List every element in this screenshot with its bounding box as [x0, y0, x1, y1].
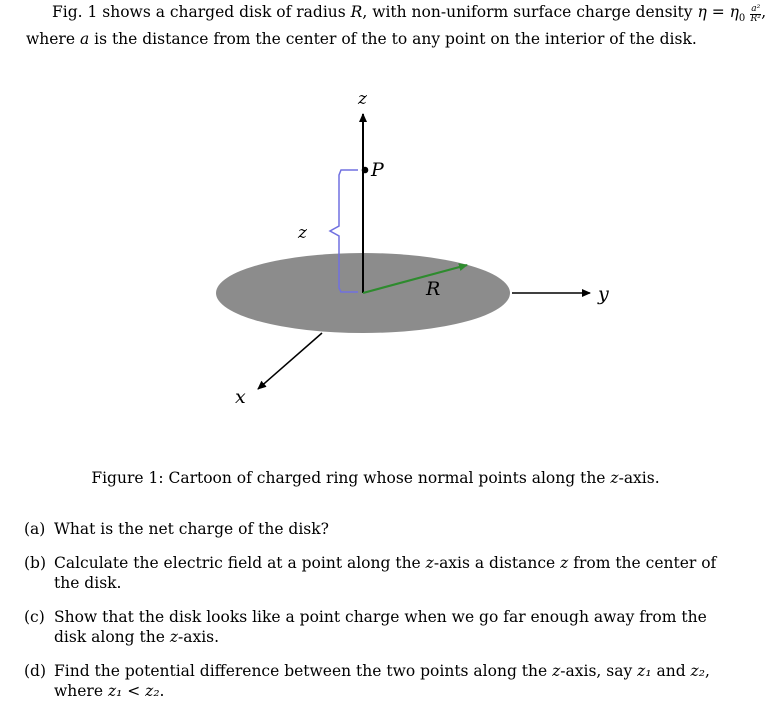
question-part-d [24, 661, 729, 701]
fraction-denominator: R² [750, 14, 761, 24]
point-P-label: P [371, 159, 384, 181]
caption-text: Figure 1: Cartoon of charged ring whose normal points along the [91, 469, 611, 487]
part-text: Show that the disk looks like a point charge when we go far enough away from the disk along the [54, 608, 707, 646]
part-text: , where [54, 662, 710, 700]
part-text: -axis. [178, 628, 220, 646]
part-label: (d) [24, 662, 47, 680]
var-eta0: η [729, 3, 739, 21]
part-text: from the center of the disk. [54, 554, 717, 592]
part-text: . [159, 682, 165, 700]
question-part-c [24, 607, 729, 647]
part-text: What is the net charge of the disk? [54, 520, 329, 538]
caption-text: -axis. [618, 469, 660, 487]
part-text: -axis, say [560, 662, 638, 680]
part-text: Calculate the electric field at a point along the [54, 554, 426, 572]
var-z2: z₂ [690, 662, 705, 680]
var-z: z [552, 662, 561, 680]
inequality: z₁ < z₂ [107, 682, 160, 700]
question-part-a [24, 519, 729, 539]
var-z1: z₁ [637, 662, 652, 680]
var-a: a [79, 30, 90, 49]
x-axis-arrow [258, 333, 322, 389]
var-z: z [169, 628, 178, 646]
part-label: (b) [24, 554, 47, 572]
part-label: (a) [24, 520, 46, 538]
y-axis-label: y [598, 283, 609, 305]
equals-sign: = [706, 3, 730, 21]
var-z: z [560, 554, 569, 572]
question-parts [24, 519, 729, 715]
z-distance-label: z [298, 223, 307, 243]
var-eta: η [697, 3, 707, 21]
part-label: (c) [24, 608, 45, 626]
z-axis-label: z [358, 89, 367, 109]
fraction-numerator: a² [751, 4, 761, 14]
figure-caption [0, 468, 751, 488]
point-P-dot [362, 167, 369, 174]
intro-text: Fig. 1 shows a charged disk of radius [52, 3, 351, 21]
var-R: R [350, 3, 363, 21]
intro-text: is the distance from the center of the to any point on the interior of the disk. [89, 30, 697, 49]
fraction [750, 5, 761, 24]
part-text: and [651, 662, 691, 680]
intro-text: where [26, 30, 80, 49]
part-text: -axis a distance [433, 554, 561, 572]
x-axis-label: x [235, 386, 246, 408]
var-z: z [425, 554, 434, 572]
part-text: Find the potential difference between the two points along the [54, 662, 553, 680]
var-z: z [610, 469, 619, 487]
subscript-zero: 0 [738, 13, 746, 25]
intro-text: , with non-uniform surface charge density [362, 3, 698, 21]
comma: , [761, 3, 766, 21]
radius-label: R [426, 278, 441, 300]
question-part-b [24, 553, 729, 593]
